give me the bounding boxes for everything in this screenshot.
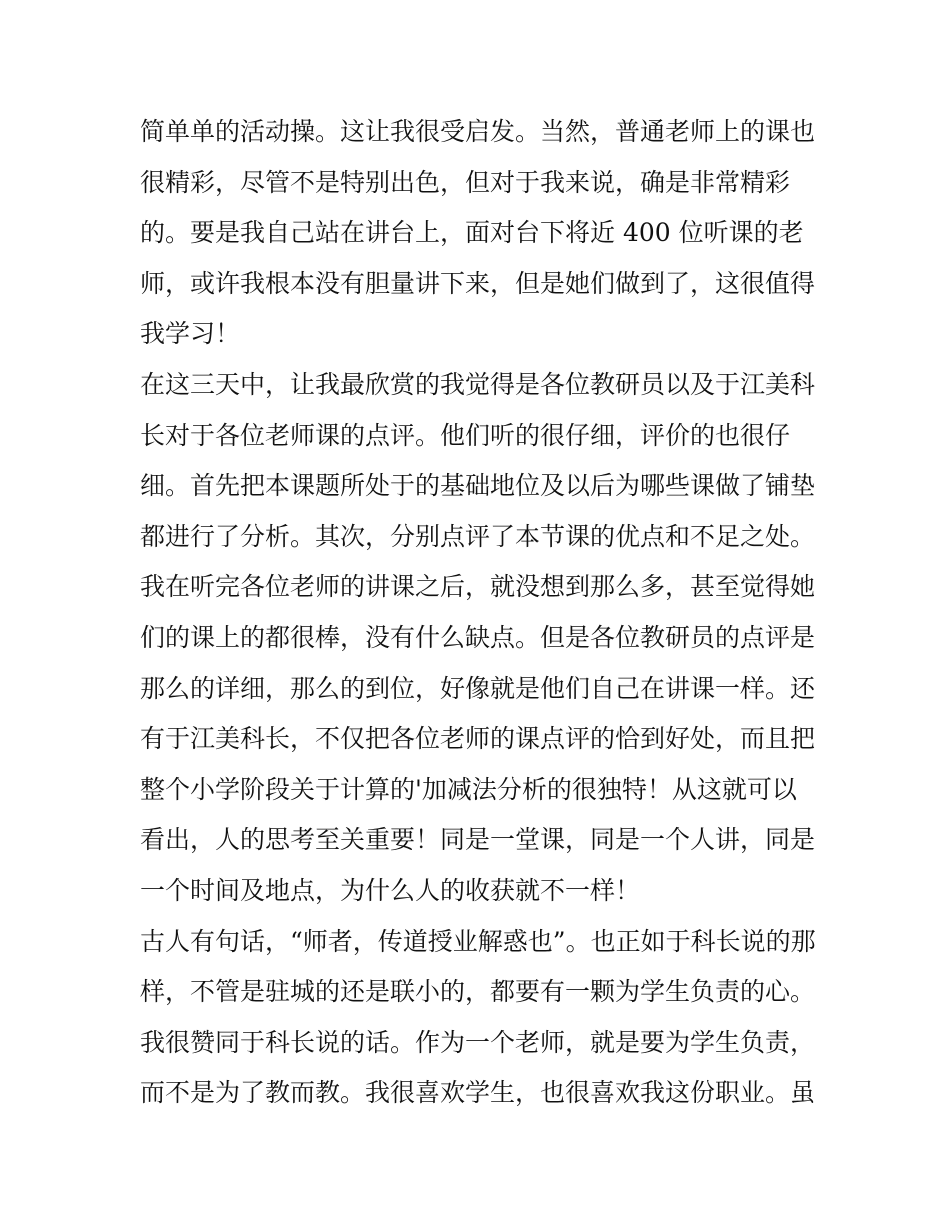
text-line: 很精彩，尽管不是特别出色，但对于我来说，确是非常精彩	[140, 167, 791, 197]
text-line: 的。要是我自己站在讲台上，面对台下将近 400 位听课的老	[140, 218, 804, 248]
text-line: 我学习！	[140, 319, 241, 349]
text-line: 我在听完各位老师的讲课之后，就没想到那么多，甚至觉得她	[140, 572, 816, 602]
text-line: 整个小学阶段关于计算的'加减法分析的很独特！从这就可以	[140, 774, 797, 804]
text-line: 我很赞同于科长说的话。作为一个老师，就是要为学生负责，	[140, 1027, 816, 1057]
text-line: 简单单的活动操。这让我很受启发。当然，普通老师上的课也	[140, 117, 816, 146]
text-line: 师，或许我根本没有胆量讲下来，但是她们做到了，这很值得	[140, 268, 816, 298]
text-line: 有于江美科长，不仅把各位老师的课点评的恰到好处，而且把	[140, 724, 816, 754]
text-line: 看出，人的思考至关重要！同是一堂课，同是一个人讲，同是	[140, 825, 816, 855]
text-line: 古人有句话，“师者，传道授业解惑也”。也正如于科长说的那	[140, 926, 816, 956]
text-line: 而不是为了教而教。我很喜欢学生，也很喜欢我这份职业。虽	[140, 1078, 816, 1108]
text-line: 样，不管是驻城的还是联小的，都要有一颗为学生负责的心。	[140, 977, 816, 1007]
document-body-text	[140, 107, 820, 1119]
text-line: 在这三天中，让我最欣赏的我觉得是各位教研员以及于江美科	[140, 369, 816, 399]
text-line: 们的课上的都很棒，没有什么缺点。但是各位教研员的点评是	[140, 622, 816, 652]
text-line: 一个时间及地点，为什么人的收获就不一样！	[140, 875, 641, 905]
text-line: 那么的详细，那么的到位，好像就是他们自己在讲课一样。还	[140, 673, 816, 703]
text-line: 长对于各位老师课的点评。他们听的很仔细，评价的也很仔	[140, 420, 791, 450]
text-line: 都进行了分析。其次，分别点评了本节课的优点和不足之处。	[140, 521, 816, 551]
text-line: 细。首先把本课题所处于的基础地位及以后为哪些课做了铺垫	[140, 471, 816, 501]
